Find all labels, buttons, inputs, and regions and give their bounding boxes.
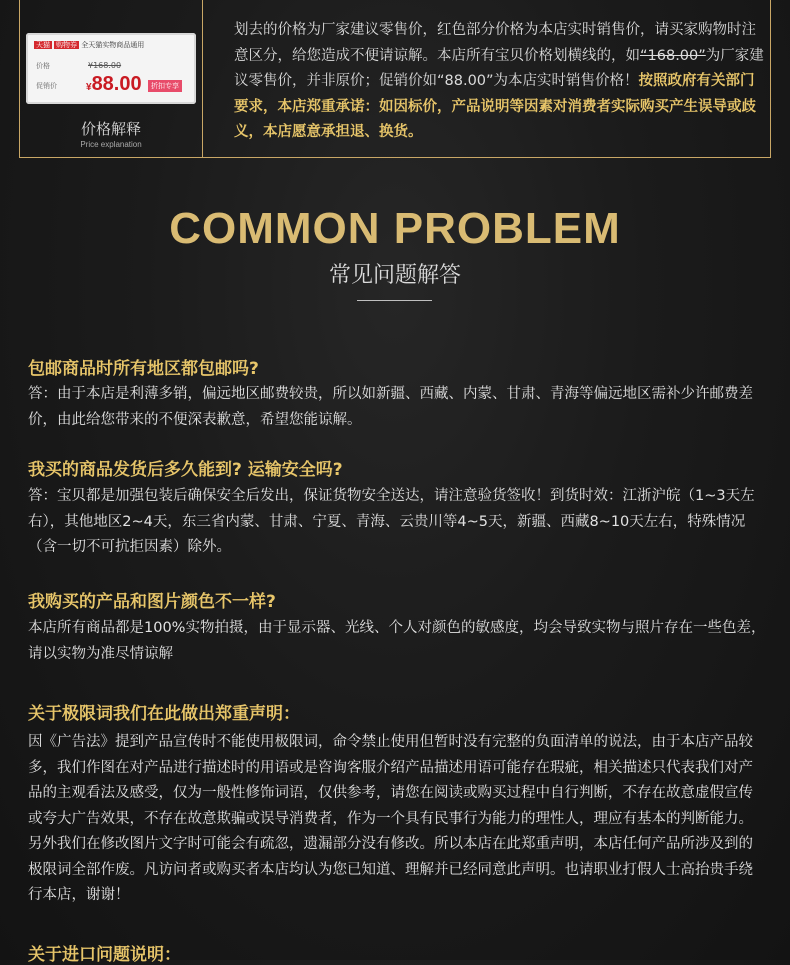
- price-explanation-box: [19, 0, 771, 158]
- tag-promo-price: [86, 73, 142, 96]
- tag-header-text: 全天猫实物商品通用: [81, 41, 145, 49]
- price-tag-panel: [20, 0, 203, 157]
- price-text-commitment: 按照政府有关部门要求，本店郑重承诺：如因标价，产品说明等因素对消费者实际购买产生误导或歧义，本店愿意承担退、换货。: [234, 73, 756, 140]
- faq-answer-extreme-words: 因《广告法》提到产品宣传时不能使用极限词，命令禁止使用但暂时没有完整的负面清单的说法，由于本店产品较多，我们作图在对产品进行描述时的用语或是咨询客服介绍产品描述用语可能存在瑕疵，相关描述只代表我们对产品的主观看法及感受，仅为一般性修饰词语，仅供参考，请您在阅读或购买过程中自行判断，不存在故意虚假宣传或夸大广告效果，不存在故意欺骗或误导消费者，作为一个具有民事行为能力的理性人，理应有基本的判断能力。另外我们在修改图片文字时可能会有疏忽，遗漏部分没有修改。所以本店在此郑重声明，本店任何产品所涉及到的极限词全部作废。凡访问者或购买者本店均认为您已知道、理解并已经同意此声明。也请职业打假人士高抬贵手绕行本店，谢谢！: [28, 734, 753, 903]
- price-explanation-label-en: Price explanation: [80, 140, 142, 149]
- price-text-part2: 为厂家建议零售价，并非原价；促销价如“88.00”为本店实时销售价格！: [234, 47, 764, 89]
- faq-question-delivery: 我买的商品发货后多久能到? 运输安全吗?: [28, 460, 343, 480]
- tag-promo-label: 促销价: [36, 82, 57, 90]
- faq-question-import: 关于进口问题说明：: [28, 945, 181, 965]
- tag-promo-value: 88.00: [91, 73, 142, 95]
- heading-divider: [357, 300, 432, 301]
- faq-answer-shipping-free: 答：由于本店是利薄多销，偏远地区邮费较贵，所以如新疆、西藏、内蒙、甘肃、青海等偏远地区需补少许邮费差价，由此给您带来的不便深表歉意，希望您能谅解。: [28, 386, 753, 428]
- section-heading-cn: 常见问题解答: [328, 263, 461, 288]
- faq-question-color: 我购买的产品和图片颜色不一样?: [28, 592, 276, 612]
- price-text-strike: “168.00”: [640, 47, 706, 64]
- price-tag-image: [26, 33, 196, 104]
- tag-header: [34, 40, 144, 50]
- price-explanation-text: [234, 18, 764, 146]
- tag-price-label: 价格: [36, 62, 50, 70]
- tag-currency: ¥: [86, 82, 92, 93]
- tmall-badge: 天猫: [36, 41, 50, 49]
- faq-question-extreme-words: 关于极限词我们在此做出郑重声明：: [28, 704, 300, 724]
- price-explanation-label: 价格解释: [80, 120, 141, 138]
- price-text-part1: 划去的价格为厂家建议零售价，红色部分价格为本店实时销售价，请买家购物时注意区分，给您造成不便请谅解。本店所有宝贝价格划横线的，如: [234, 22, 756, 64]
- tag-original-price: ¥168.00: [88, 61, 122, 70]
- faq-answer-color: 本店所有商品都是100%实物拍摄，由于显示器、光线、个人对颜色的敏感度，均会导致实物与照片存在一些色差，请以实物为准尽情谅解: [28, 620, 766, 662]
- section-heading-en: COMMON PROBLEM: [169, 204, 621, 253]
- coupon-badge: 购物券: [56, 41, 77, 49]
- discount-badge: 折扣专享: [148, 80, 182, 92]
- faq-answer-delivery: 答：宝贝都是加强包装后确保安全后发出，保证货物安全送达，请注意验货签收！到货时效：江浙沪皖（1~3天左右），其他地区2~4天，东三省内蒙、甘肃、宁夏、青海、云贵川等4~5天，新疆、西藏8~10天左右，特殊情况（含一切不可抗拒因素）除外。: [28, 488, 755, 555]
- faq-question-shipping-free: 包邮商品时所有地区都包邮吗?: [28, 359, 259, 379]
